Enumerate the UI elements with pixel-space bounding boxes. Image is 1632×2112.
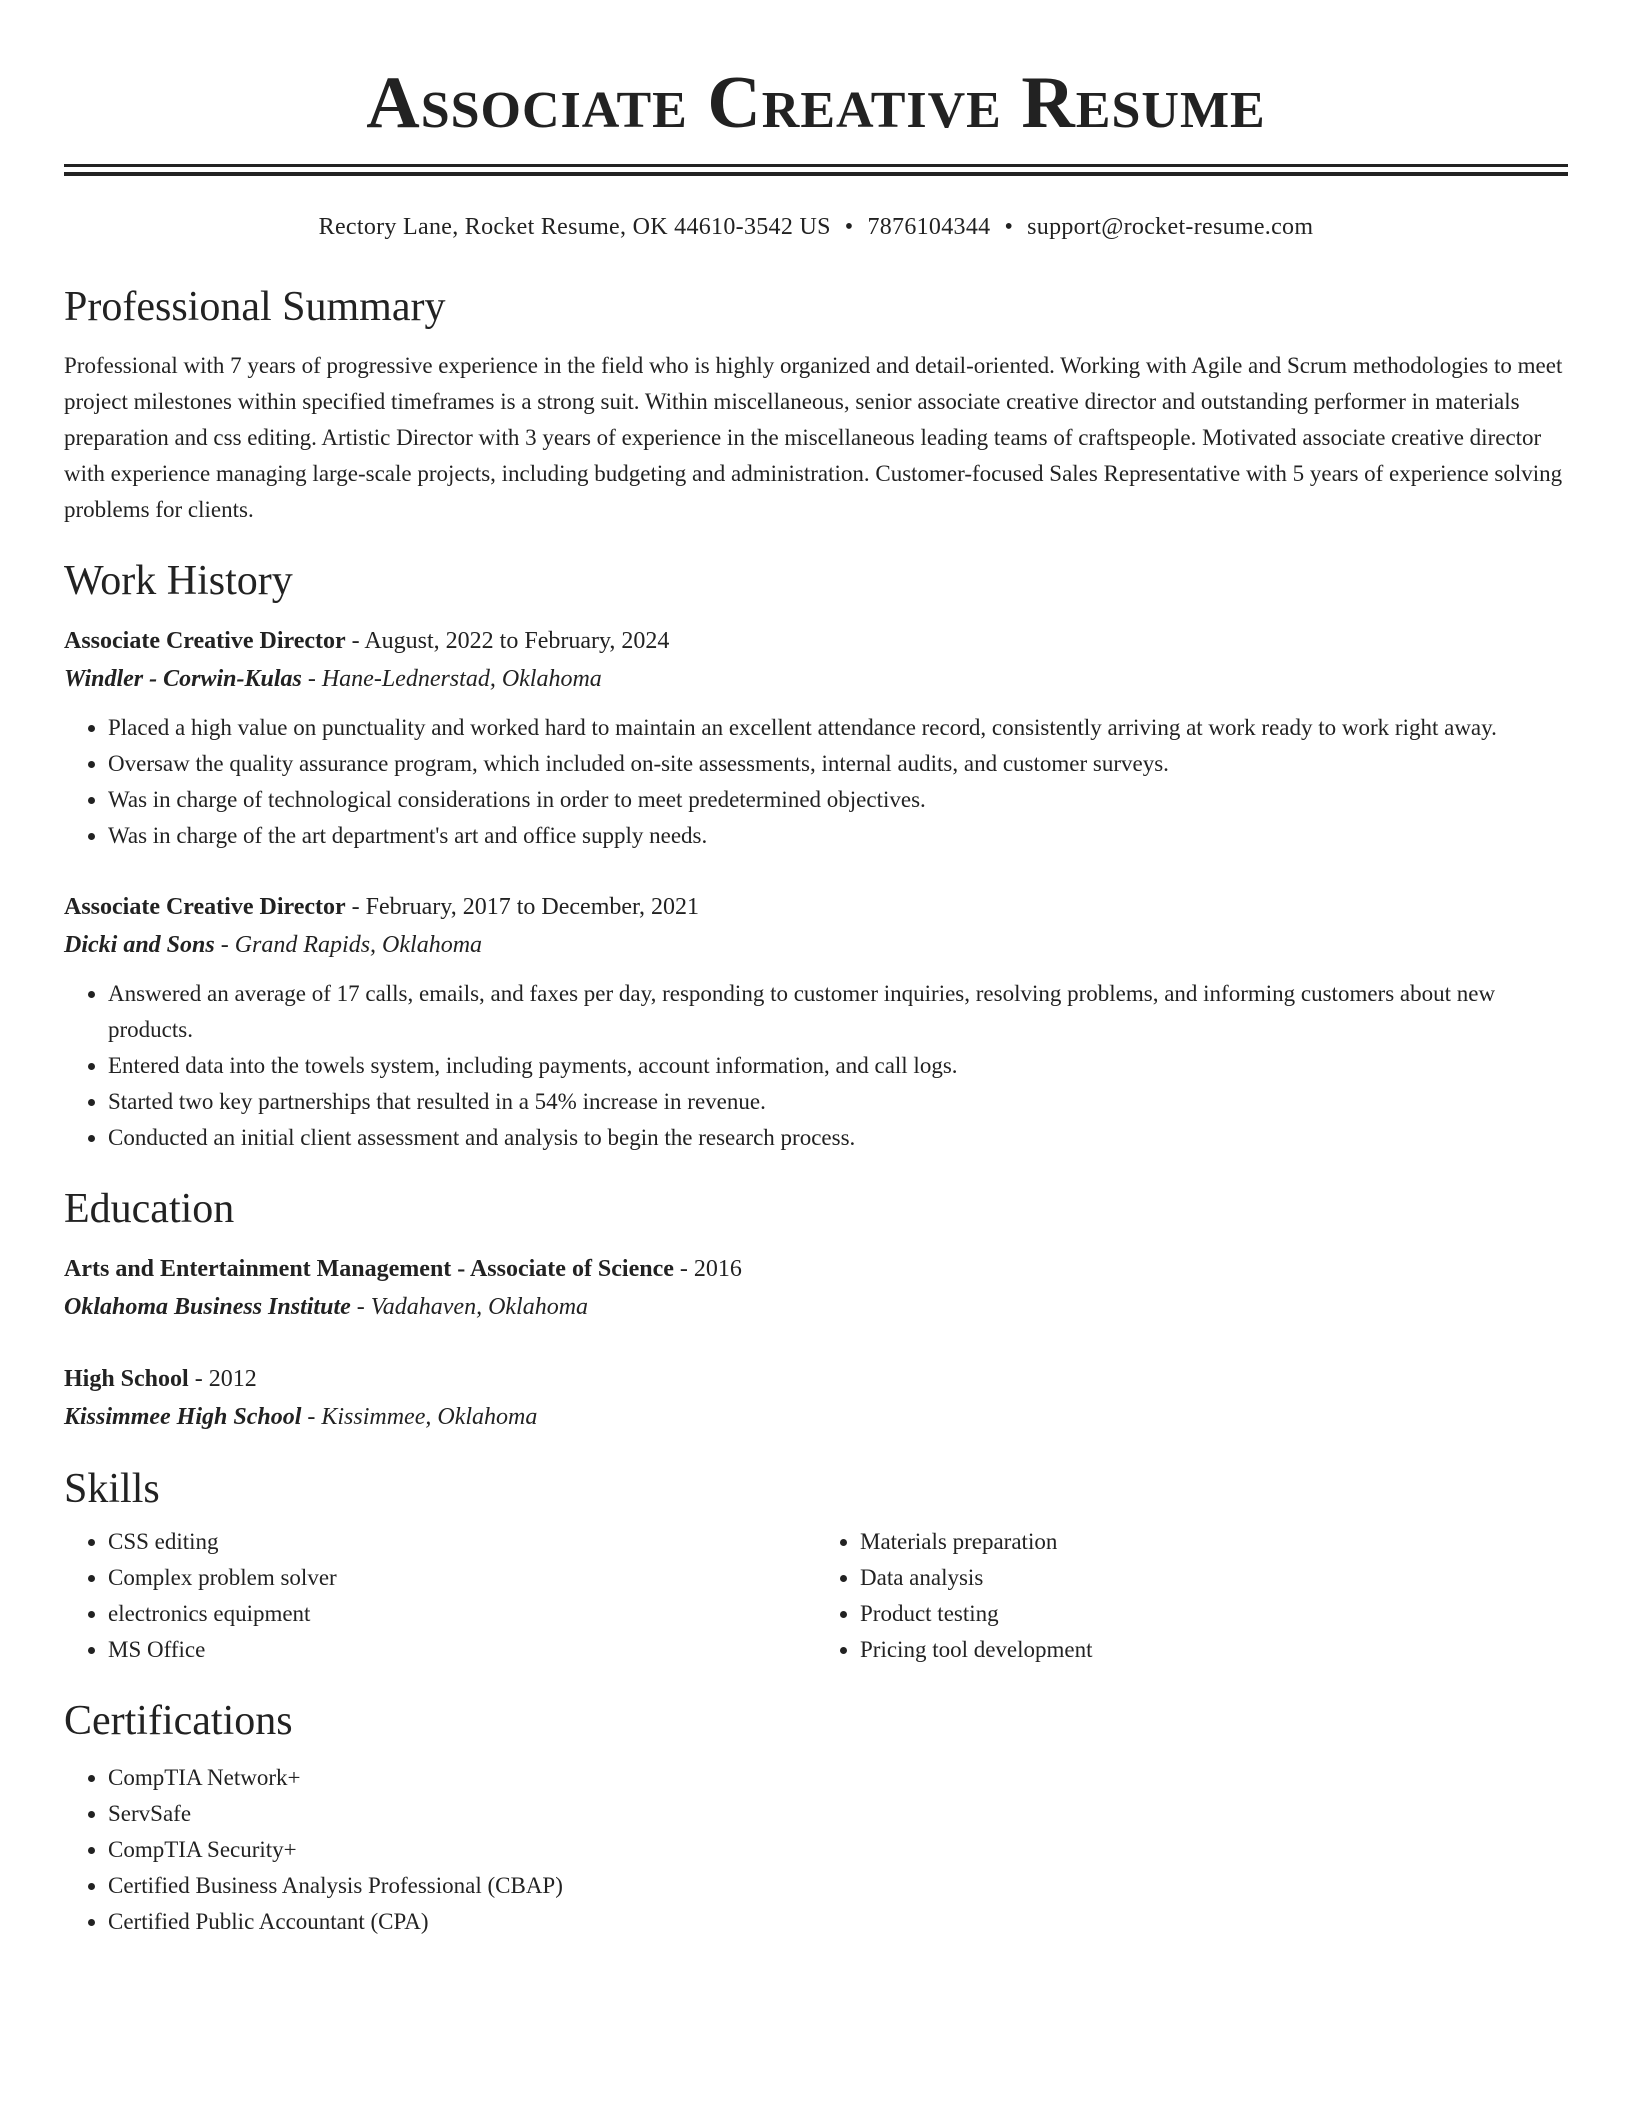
education-entry: [64, 1360, 1568, 1436]
list-item: • Was in charge of the art department's art and office supply needs.: [108, 818, 1568, 854]
degree-line: [64, 1250, 1568, 1288]
skills-heading: Skills: [64, 1466, 160, 1512]
certifications-heading: Certifications: [64, 1698, 293, 1744]
job-dates: - August, 2022 to February, 2024: [351, 628, 670, 654]
resume-title: Associate Creative Resume: [366, 62, 1266, 144]
list-item: • Oversaw the quality assurance program, which included on-site assessments, internal audits, and customer surveys.: [108, 746, 1568, 782]
school-line: [64, 1398, 1568, 1436]
school: Oklahoma Business Institute: [64, 1294, 351, 1320]
degree-line: [64, 1360, 1568, 1398]
school: Kissimmee High School: [64, 1404, 302, 1430]
list-item: • Product testing: [860, 1596, 1568, 1632]
list-item: • Data analysis: [860, 1560, 1568, 1596]
list-item: • Pricing tool development: [860, 1632, 1568, 1668]
list-item: • Started two key partnerships that resulted in a 54% increase in revenue.: [108, 1084, 1568, 1120]
list-item: • Was in charge of technological considerations in order to meet predetermined objectives.: [108, 782, 1568, 818]
job-company-line: [64, 926, 1568, 964]
job-dates: - February, 2017 to December, 2021: [351, 894, 700, 920]
list-item: • Certified Public Accountant (CPA): [108, 1904, 1568, 1940]
job-entry: [64, 622, 1568, 854]
contact-separator: •: [1004, 214, 1014, 240]
list-item: • Conducted an initial client assessment and analysis to begin the research process.: [108, 1120, 1568, 1156]
certifications-list: [64, 1760, 1568, 1940]
degree-year: - 2016: [679, 1256, 742, 1282]
list-item: • CSS editing: [108, 1524, 816, 1560]
degree: High School: [64, 1366, 189, 1392]
education-entry: [64, 1250, 1568, 1326]
job-location: - Hane-Lednerstad, Oklahoma: [307, 666, 602, 692]
school-location: - Vadahaven, Oklahoma: [356, 1294, 589, 1320]
job-entry: [64, 888, 1568, 1156]
job-title-line: [64, 622, 1568, 660]
job-company: Dicki and Sons: [64, 932, 215, 958]
list-item: • ServSafe: [108, 1796, 1568, 1832]
list-item: • electronics equipment: [108, 1596, 816, 1632]
job-bullets: [64, 710, 1568, 854]
contact-email: support@rocket-resume.com: [1027, 214, 1314, 240]
summary-text: Professional with 7 years of progressive experience in the field who is highly organized and detail-oriented. Working with Agile and Scrum methodologies to meet project milestones within specified timeframes is a strong suit. Within miscellaneous, senior associate creative director and outstanding performer in materials preparation and css editing. Artistic Director with 3 years of experience in the miscellaneous leading teams of craftspeople. Motivated associate creative director with experience managing large-scale projects, including budgeting and administration. Customer-focused Sales Representative with 5 years of experience solving problems for clients.: [64, 353, 1563, 522]
summary-heading: Professional Summary: [64, 284, 446, 330]
job-title-line: [64, 888, 1568, 926]
list-item: • Entered data into the towels system, including payments, account information, and call logs.: [108, 1048, 1568, 1084]
skills-column-left: [64, 1524, 816, 1668]
work-history-heading: Work History: [64, 558, 293, 604]
school-location: - Kissimmee, Oklahoma: [307, 1404, 538, 1430]
resume-page: [64, 0, 1568, 1940]
contact-address: Rectory Lane, Rocket Resume, OK 44610-3542 US: [318, 214, 831, 240]
job-company-line: [64, 660, 1568, 698]
list-item: • Answered an average of 17 calls, emails, and faxes per day, responding to customer inquiries, resolving problems, and informing customers about new products.: [108, 976, 1568, 1048]
skills-list: [64, 1524, 1568, 1668]
contact-line: [64, 210, 1568, 244]
contact-phone: 7876104344: [867, 214, 991, 240]
education-heading: Education: [64, 1186, 235, 1232]
degree-year: - 2012: [194, 1366, 257, 1392]
job-bullets: [64, 976, 1568, 1156]
list-item: • CompTIA Security+: [108, 1832, 1568, 1868]
job-title: Associate Creative Director: [64, 628, 346, 654]
job-location: - Grand Rapids, Oklahoma: [220, 932, 483, 958]
list-item: • CompTIA Network+: [108, 1760, 1568, 1796]
school-line: [64, 1288, 1568, 1326]
list-item: • Certified Business Analysis Professional (CBAP): [108, 1868, 1568, 1904]
skills-column-right: [816, 1524, 1568, 1668]
title-divider: [64, 164, 1568, 176]
list-item: • Placed a high value on punctuality and worked hard to maintain an excellent attendance record, consistently arriving at work ready to work right away.: [108, 710, 1568, 746]
job-title: Associate Creative Director: [64, 894, 346, 920]
degree: Arts and Entertainment Management - Associate of Science: [64, 1256, 674, 1282]
job-company: Windler - Corwin-Kulas: [64, 666, 302, 692]
list-item: • MS Office: [108, 1632, 816, 1668]
contact-separator: •: [844, 214, 854, 240]
list-item: • Complex problem solver: [108, 1560, 816, 1596]
list-item: • Materials preparation: [860, 1524, 1568, 1560]
